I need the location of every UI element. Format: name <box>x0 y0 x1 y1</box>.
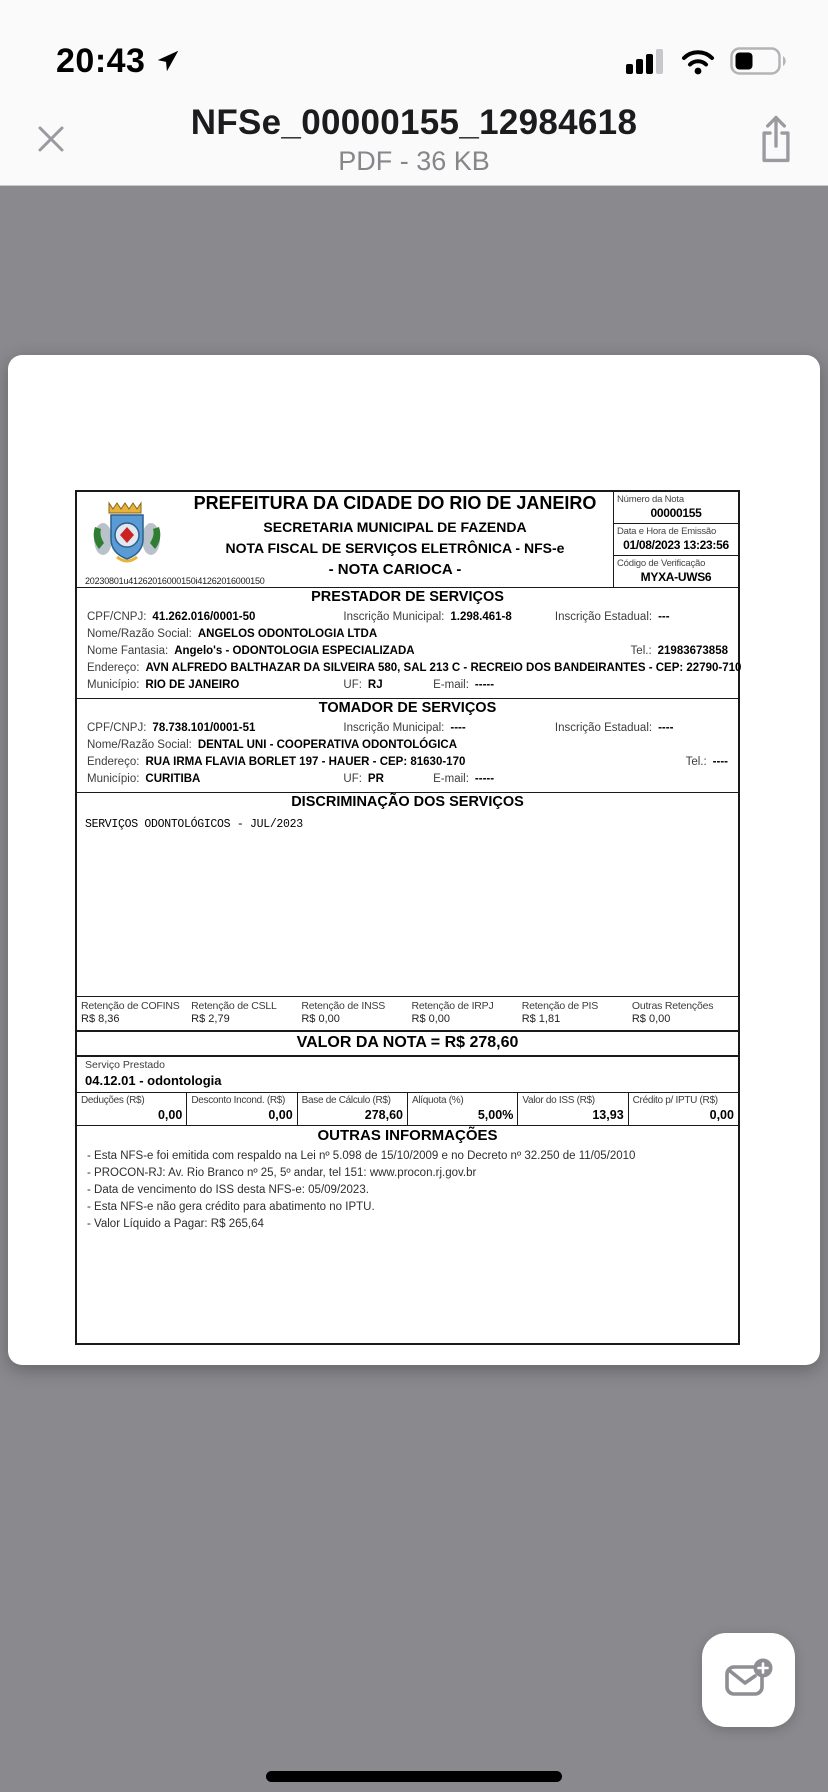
doc-type: NOTA FISCAL DE SERVIÇOS ELETRÔNICA - NFS-e <box>225 540 565 556</box>
info-line: - PROCON-RJ: Av. Rio Branco nº 25, 5º andar, tel 151: www.procon.rj.gov.br <box>87 1166 477 1179</box>
nav-bar <box>0 96 828 184</box>
base-calculo-cell: Base de Cálculo (R$) 278,60 <box>298 1093 408 1125</box>
outras-retencoes: Outras Retenções R$ 0,00 <box>631 999 714 1025</box>
aliquota-cell: Alíquota (%) 5,00% <box>408 1093 518 1125</box>
tomador-endereco: RUA IRMA FLAVIA BORLET 197 - HAUER - CEP: 81630-170 <box>145 756 466 768</box>
verification-code: MYXA-UWS6 <box>640 570 712 584</box>
deducoes-cell: Deduções (R$) 0,00 <box>77 1093 187 1125</box>
discriminacao-section <box>77 812 738 1030</box>
retencao-inss: Retenção de INSS R$ 0,00 <box>301 999 386 1025</box>
wifi-icon <box>680 48 716 75</box>
desconto-cell: Desconto Incond. (R$) 0,00 <box>187 1093 297 1125</box>
credito-iptu-cell: Crédito p/ IPTU (R$) 0,00 <box>632 1094 734 1122</box>
outras-informacoes-title: OUTRAS INFORMAÇÕES <box>317 1126 498 1144</box>
verification-code-cell: Código de Verificação MYXA-UWS6 <box>614 556 738 588</box>
prestador-inscricao-municipal: 1.298.461-8 <box>450 611 512 623</box>
retencao-irpj: Retenção de IRPJ R$ 0,00 <box>411 999 494 1025</box>
compose-mail-button[interactable] <box>702 1633 795 1727</box>
tax-table <box>77 1092 738 1126</box>
retencao-cofins: Retenção de COFINS R$ 8,36 <box>81 999 180 1025</box>
valor-da-nota: VALOR DA NOTA = R$ 278,60 <box>77 1030 738 1057</box>
invoice-header <box>77 492 738 587</box>
document-title: NFSe_00000155_12984618 <box>190 103 638 142</box>
service-code: 04.12.01 - odontologia <box>85 1072 222 1088</box>
tomador-section-title: TOMADOR DE SERVIÇOS <box>77 698 738 718</box>
prestador-municipio: RIO DE JANEIRO <box>145 679 240 691</box>
retencao-csll: Retenção de CSLL R$ 2,79 <box>191 999 277 1025</box>
tomador-inscricao-estadual: ---- <box>658 722 674 734</box>
document-subtitle: PDF - 36 KB <box>338 146 490 176</box>
prestador-endereco: AVN ALFREDO BALTHAZAR DA SILVEIRA 580, SAL 213 C - RECREIO DOS BANDEIRANTES - CEP: 22790-710 <box>145 662 742 674</box>
nota-number-cell: Número da Nota 00000155 <box>614 492 738 524</box>
rio-coat-of-arms-logo <box>89 497 165 573</box>
emission-datetime-cell: Data e Hora de Emissão 01/08/2023 13:23:56 <box>614 524 738 556</box>
tomador-telefone: ---- <box>712 756 728 768</box>
location-arrow-icon <box>155 48 181 74</box>
service-description: SERVIÇOS ODONTOLÓGICOS - JUL/2023 <box>85 818 303 831</box>
outras-informacoes-section <box>77 1126 738 1344</box>
status-bar <box>0 0 828 96</box>
prestador-telefone: 21983673858 <box>657 645 728 657</box>
retencao-pis: Retenção de PIS R$ 1,81 <box>521 999 599 1025</box>
prestador-cnpj: 41.262.016/0001-50 <box>152 611 256 623</box>
tomador-uf: PR <box>367 773 384 785</box>
tomador-razao-social: DENTAL UNI - COOPERATIVA ODONTOLÓGICA <box>197 739 458 751</box>
tomador-municipio: CURITIBA <box>145 773 201 785</box>
tomador-email: ----- <box>474 773 495 785</box>
prestador-uf: RJ <box>367 679 383 691</box>
servico-prestado-section: Serviço Prestado 04.12.01 - odontologia <box>77 1057 738 1092</box>
prestador-nome-fantasia: Angelo's - ODONTOLOGIA ESPECIALIZADA <box>174 645 415 657</box>
battery-icon <box>730 47 788 75</box>
share-button[interactable] <box>750 108 802 173</box>
doc-subtype: - NOTA CARIOCA - <box>328 561 462 578</box>
pdf-preview-area[interactable] <box>0 187 828 1792</box>
prestador-section: CPF/CNPJ: 41.262.016/0001-50 Inscrição Municipal: 1.298.461-8 Inscrição Estadual: --- Nome/Razão Social: ANGELOS ODONTOLOGIA LTDA Nome Fantasia: Angelo's - ODONTOLOGIA ESPECIALIZADA Tel.: 21983673858 Endereço: AVN ALFREDO BALTHAZAR DA SILVEIRA 580, SAL 213 C - RECREIO DOS BANDEIRANTES - CEP: 22790-710 Município: RIO DE JANEIRO UF: RJ E-mail: ----- <box>77 607 738 698</box>
info-line: - Esta NFS-e foi emitida com respaldo na Lei nº 5.098 de 15/10/2009 e no Decreto nº 32.250 de 11/05/2010 <box>87 1149 636 1162</box>
info-line: - Valor Líquido a Pagar: R$ 265,64 <box>87 1217 264 1230</box>
share-icon <box>756 114 796 164</box>
tomador-section: CPF/CNPJ: 78.738.101/0001-51 Inscrição Municipal: ---- Inscrição Estadual: ---- Nome/Razão Social: DENTAL UNI - COOPERATIVA ODONTOLÓGICA Endereço: RUA IRMA FLAVIA BORLET 197 - HAUER - CEP: 81630-170 Tel.: ---- Município: CURITIBA UF: PR E-mail: ----- <box>77 718 738 792</box>
nfse-invoice <box>75 490 740 1345</box>
prestador-section-title: PRESTADOR DE SERVIÇOS <box>77 587 738 607</box>
tomador-inscricao-municipal: ---- <box>450 722 466 734</box>
pdf-page <box>8 355 820 1365</box>
cellular-signal-icon <box>626 48 666 74</box>
clock: 20:43 <box>56 41 146 80</box>
info-line: - Esta NFS-e não gera crédito para abatimento no IPTU. <box>87 1200 375 1213</box>
prestador-razao-social: ANGELOS ODONTOLOGIA LTDA <box>197 628 378 640</box>
mail-plus-icon <box>724 1657 774 1703</box>
control-code-strip: 20230801u41262016000150i41262016000150 <box>85 576 265 586</box>
prestador-inscricao-estadual: --- <box>658 611 670 623</box>
org-name: PREFEITURA DA CIDADE DO RIO DE JANEIRO <box>193 493 597 513</box>
invoice-meta <box>613 492 738 587</box>
tomador-cnpj: 78.738.101/0001-51 <box>152 722 256 734</box>
discriminacao-section-title: DISCRIMINAÇÃO DOS SERVIÇOS <box>77 792 738 812</box>
retencoes-row <box>77 996 738 1030</box>
prestador-email: ----- <box>474 679 495 691</box>
close-icon <box>32 120 70 158</box>
home-indicator[interactable] <box>266 1771 562 1782</box>
info-line: - Data de vencimento do ISS desta NFS-e: 05/09/2023. <box>87 1183 369 1196</box>
top-chrome <box>0 0 828 186</box>
nota-number: 00000155 <box>650 506 702 520</box>
org-dept: SECRETARIA MUNICIPAL DE FAZENDA <box>263 519 527 535</box>
emission-datetime: 01/08/2023 13:23:56 <box>623 538 729 552</box>
close-button[interactable] <box>26 114 76 167</box>
valor-iss-cell: Valor do ISS (R$) 13,93 <box>518 1093 628 1125</box>
